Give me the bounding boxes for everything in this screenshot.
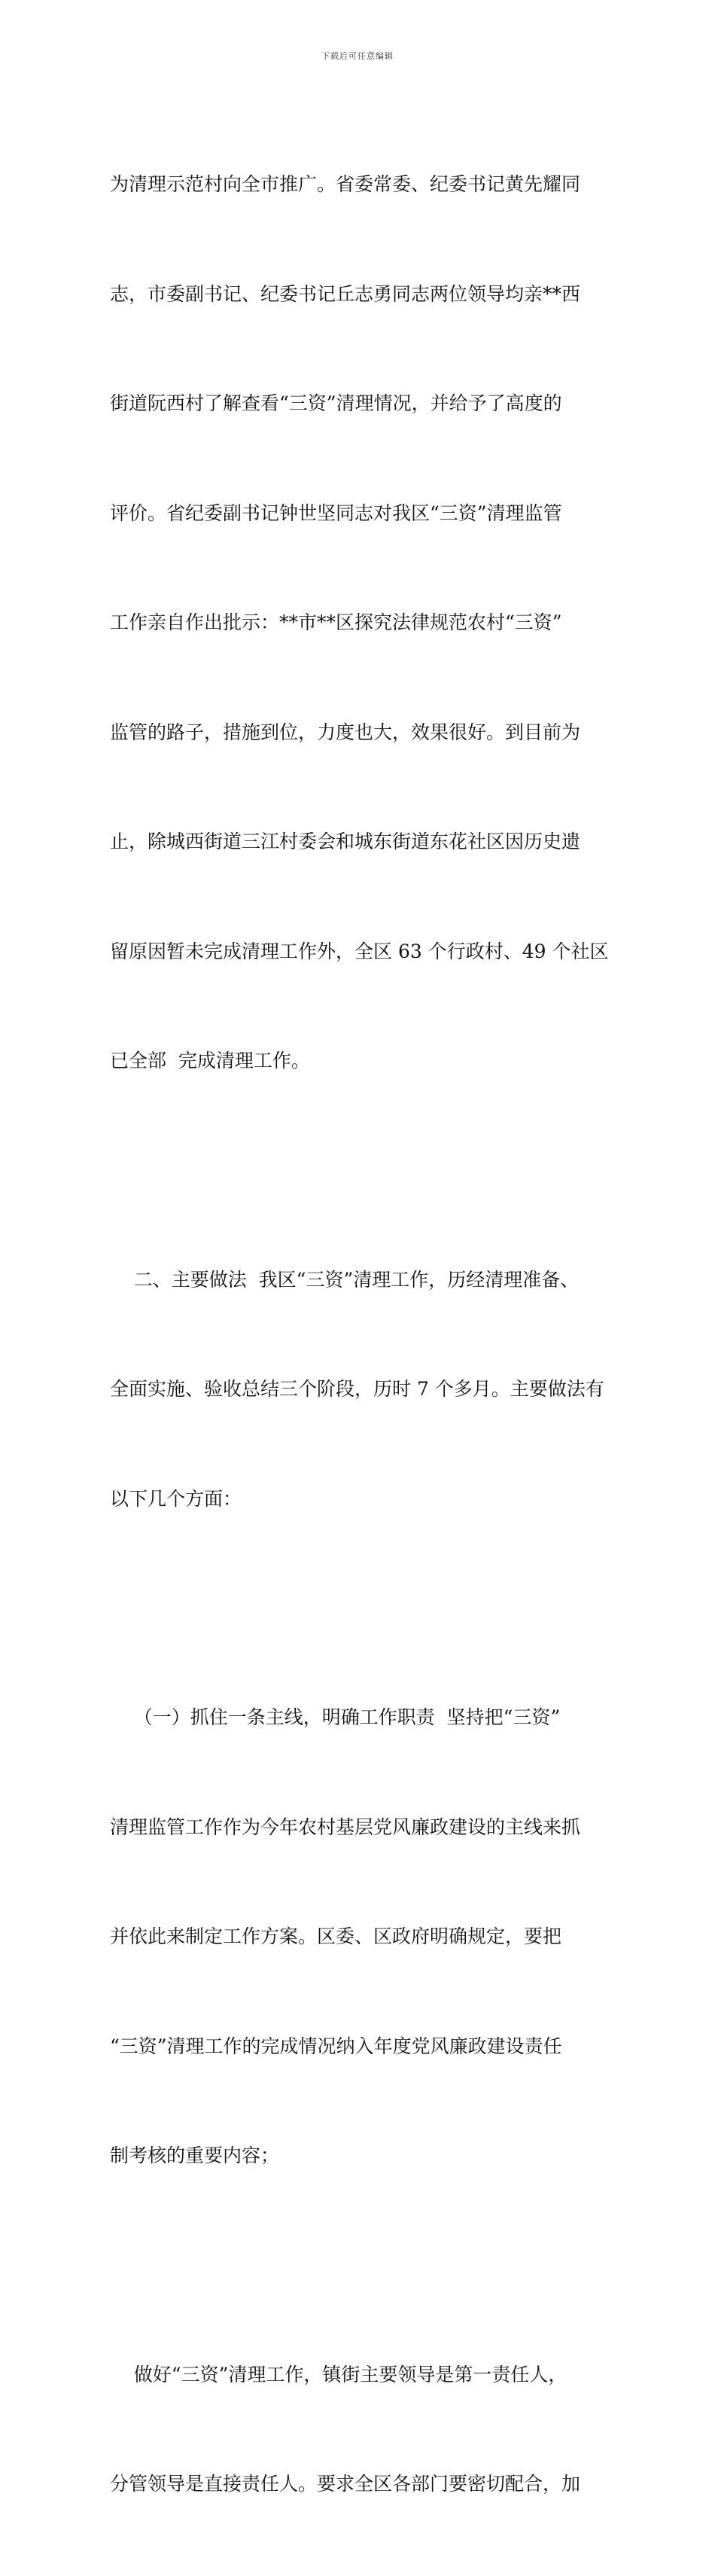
paragraph-spacer: [110, 1153, 614, 1189]
text-line: 分管领导是直接责任人。要求全区各部门要密切配合，加: [110, 2473, 581, 2495]
text-line: 以下几个方面：: [110, 1487, 242, 1510]
text-line: 志，市委副书记、纪委书记丘志勇同志两位领导均亲**西: [110, 282, 581, 305]
paragraph-spacer: [110, 2248, 614, 2284]
paragraph-3: [110, 1626, 614, 2248]
text-line: 并依此来制定工作方案。区委、区政府明确规定，要把: [110, 1925, 562, 1947]
text-line: 街道阮西村了解查看“三资”清理情况，并给予了高度的: [110, 392, 562, 414]
paragraph-spacer: [110, 1590, 614, 1626]
text-line: “三资”清理工作的完成情况纳入年度党风廉政建设责任: [110, 2035, 562, 2057]
text-line: （一）抓住一条主线，明确工作职责 坚持把“三资”: [110, 1706, 561, 1728]
text-line: 制考核的重要内容；: [110, 2145, 280, 2166]
text-line: 清理监管工作作为今年农村基层党风廉政建设的主线来抓: [110, 1815, 581, 1838]
text-line: 为清理示范村向全市推广。省委常委、纪委书记黄先耀同: [110, 173, 581, 195]
text-line: 做好“三资”清理工作，镇街主要领导是第一责任人，: [110, 2363, 567, 2385]
text-line: 全面实施、验收总结三个阶段，历时 7 个多月。主要做法有: [110, 1378, 604, 1400]
text-line: 留原因暂未完成清理工作外，全区 63 个行政村、49 个社区: [110, 940, 609, 962]
text-line: 监管的路子，措施到位，力度也大，效果很好。到目前为: [110, 721, 581, 743]
text-line: 止，除城西街道三江村委会和城东街道东花社区因历史遗: [110, 831, 581, 852]
text-line: 工作亲自作出批示：**市**区探究法律规范农村“三资”: [110, 611, 562, 633]
text-line: 二、主要做法 我区“三资”清理工作，历经清理准备、: [110, 1268, 580, 1291]
paragraph-1: [110, 93, 614, 1153]
text-line: 评价。省纪委副书记钟世坚同志对我区“三资”清理监管: [110, 501, 562, 524]
page-header-note: 下载后可任意编辑: [321, 51, 394, 61]
text-line: 已全部 完成清理工作。: [110, 1050, 310, 1072]
paragraph-2: [110, 1189, 614, 1591]
document-body: [110, 93, 614, 2576]
paragraph-4: [110, 2284, 614, 2576]
